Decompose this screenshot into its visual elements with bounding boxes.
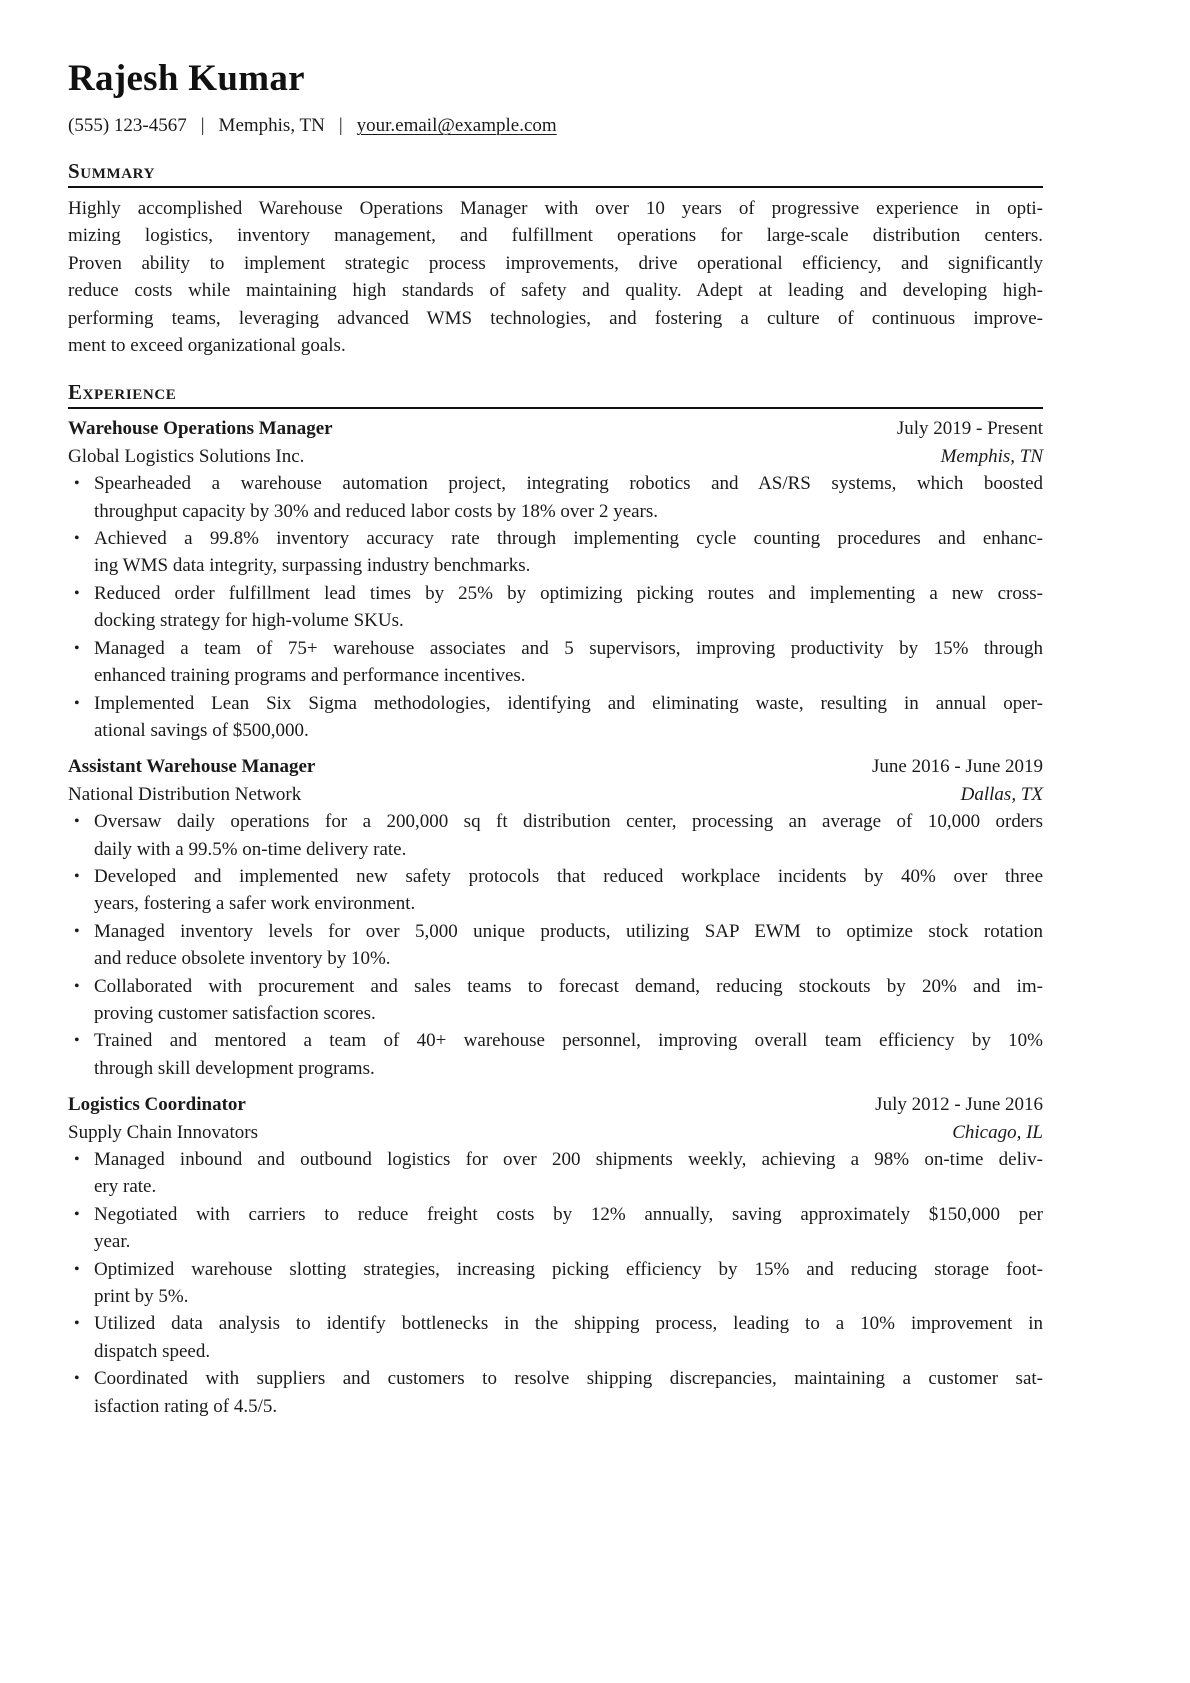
bullet-line: Utilized data analysis to identify bottlenecks in the shipping process, leading to a 10% improvement in: [94, 1313, 1043, 1335]
job-bullets: [68, 1146, 1043, 1420]
bullet-item: [68, 1146, 1043, 1201]
bullet-line: ing WMS data integrity, surpassing industry benchmarks.: [94, 555, 531, 577]
job-title: Warehouse Operations Manager: [68, 418, 333, 440]
job-title: Logistics Coordinator: [68, 1094, 246, 1116]
bullet-item: [68, 973, 1043, 1028]
bullet-line: ational savings of $500,000.: [94, 719, 309, 741]
bullet-line: and reduce obsolete inventory by 10%.: [94, 948, 391, 970]
job-location: Chicago, IL: [952, 1121, 1043, 1143]
bullet-line: daily with a 99.5% on-time delivery rate.: [94, 838, 407, 860]
bullet-item: [68, 1365, 1043, 1420]
resume-header: [68, 56, 1043, 138]
bullet-item: [68, 690, 1043, 745]
job-entry: [68, 1091, 1043, 1420]
bullet-line: Collaborated with procurement and sales teams to forecast demand, reducing stockouts by 20% and im-: [94, 975, 1043, 997]
bullet-dot-icon: •: [74, 1032, 80, 1050]
bullet-item: [68, 1256, 1043, 1311]
contact-location: Memphis, TN: [218, 115, 325, 136]
bullet-dot-icon: •: [74, 1260, 80, 1278]
job-entry: [68, 753, 1043, 1082]
summary-line: Highly accomplished Warehouse Operations Manager with over 10 years of progressive experience in opti-: [68, 198, 1043, 219]
bullet-item: [68, 1027, 1043, 1082]
bullet-dot-icon: •: [74, 1315, 80, 1333]
summary-line: mizing logistics, inventory management, and fulfillment operations for large-scale distribution centers.: [68, 225, 1043, 247]
bullet-line: Optimized warehouse slotting strategies, increasing picking efficiency by 15% and reducing storage foot-: [94, 1258, 1043, 1280]
bullet-item: [68, 863, 1043, 918]
experience-section: [68, 379, 1043, 1420]
job-title-row: [68, 1091, 1043, 1118]
bullet-item: [68, 1310, 1043, 1365]
bullet-dot-icon: •: [74, 475, 80, 493]
bullet-line: print by 5%.: [94, 1286, 189, 1308]
bullet-line: Spearheaded a warehouse automation project, integrating robotics and AS/RS systems, which boosted: [94, 473, 1043, 495]
bullet-dot-icon: •: [74, 694, 80, 712]
phone-number: (555) 123-4567: [68, 115, 187, 136]
job-dates: June 2016 - June 2019: [872, 756, 1043, 778]
job-company-row: [68, 443, 1043, 470]
job-company-row: [68, 781, 1043, 808]
summary-line: ment to exceed organizational goals.: [68, 335, 346, 357]
bullet-line: ery rate.: [94, 1176, 157, 1198]
bullet-dot-icon: •: [74, 1205, 80, 1223]
bullet-dot-icon: •: [74, 584, 80, 602]
bullet-line: Achieved a 99.8% inventory accuracy rate through implementing cycle counting procedures and enhanc-: [94, 528, 1043, 550]
bullet-line: Oversaw daily operations for a 200,000 sq ft distribution center, processing an average of 10,000 orders: [94, 811, 1043, 833]
bullet-line: Negotiated with carriers to reduce freight costs by 12% annually, saving approximately $150,000 per: [94, 1203, 1043, 1225]
company-name: Supply Chain Innovators: [68, 1121, 258, 1143]
bullet-line: isfaction rating of 4.5/5.: [94, 1395, 278, 1417]
job-entry: [68, 415, 1043, 744]
summary-line: Proven ability to implement strategic process improvements, drive operational efficiency, and significantly: [68, 252, 1043, 274]
bullet-dot-icon: •: [74, 1370, 80, 1388]
bullet-item: [68, 580, 1043, 635]
email-link[interactable]: your.email@example.com: [356, 115, 557, 136]
candidate-name: Rajesh Kumar: [68, 58, 305, 99]
bullet-line: through skill development programs.: [94, 1057, 375, 1079]
contact-line: [68, 114, 1043, 138]
company-name: Global Logistics Solutions Inc.: [68, 445, 305, 467]
contact-separator: |: [338, 115, 343, 136]
bullet-item: [68, 525, 1043, 580]
bullet-dot-icon: •: [74, 813, 80, 831]
bullet-dot-icon: •: [74, 530, 80, 548]
bullet-dot-icon: •: [74, 977, 80, 995]
bullet-line: year.: [94, 1231, 131, 1253]
bullet-line: Managed inventory levels for over 5,000 unique products, utilizing SAP EWM to optimize stock rotation: [94, 920, 1043, 942]
job-location: Memphis, TN: [940, 445, 1043, 467]
bullet-line: Implemented Lean Six Sigma methodologies, identifying and eliminating waste, resulting in annual oper-: [94, 692, 1043, 714]
bullet-line: Managed inbound and outbound logistics for over 200 shipments weekly, achieving a 98% on-time deliv-: [94, 1149, 1043, 1170]
bullet-line: dispatch speed.: [94, 1340, 211, 1362]
bullet-line: years, fostering a safer work environment.: [94, 893, 416, 915]
job-dates: July 2012 - June 2016: [875, 1094, 1043, 1116]
bullet-item: [68, 635, 1043, 690]
bullet-item: [68, 808, 1043, 863]
job-dates: July 2019 - Present: [896, 418, 1043, 440]
summary-line: performing teams, leveraging advanced WMS technologies, and fostering a culture of continuous improve-: [68, 307, 1043, 329]
company-name: National Distribution Network: [68, 783, 302, 805]
bullet-line: proving customer satisfaction scores.: [94, 1002, 376, 1024]
bullet-line: Developed and implemented new safety protocols that reduced workplace incidents by 40% over three: [94, 865, 1043, 887]
summary-section: [68, 158, 1043, 359]
job-title-row: [68, 753, 1043, 780]
bullet-line: Reduced order fulfillment lead times by 25% by optimizing picking routes and implementing a new cross-: [94, 582, 1043, 604]
bullet-dot-icon: •: [74, 639, 80, 657]
summary-text: [68, 195, 1043, 359]
resume-page: [68, 56, 1043, 1420]
job-title: Assistant Warehouse Manager: [68, 756, 316, 778]
summary-heading: Summary: [68, 158, 1043, 188]
bullet-line: Coordinated with suppliers and customers to resolve shipping discrepancies, maintaining a customer sat-: [94, 1368, 1043, 1390]
bullet-line: enhanced training programs and performance incentives.: [94, 665, 526, 687]
bullet-item: [68, 470, 1043, 525]
bullet-line: docking strategy for high-volume SKUs.: [94, 610, 404, 632]
summary-line: reduce costs while maintaining high standards of safety and quality. Adept at leading and developing high-: [68, 280, 1043, 302]
job-bullets: [68, 470, 1043, 744]
bullet-line: Managed a team of 75+ warehouse associates and 5 supervisors, improving productivity by 15% through: [94, 637, 1043, 659]
bullet-dot-icon: •: [74, 922, 80, 940]
bullet-dot-icon: •: [74, 1151, 80, 1168]
job-list: [68, 415, 1043, 1420]
job-location: Dallas, TX: [960, 783, 1043, 805]
experience-heading: Experience: [68, 379, 1043, 409]
job-company-row: [68, 1119, 1043, 1146]
bullet-dot-icon: •: [74, 867, 80, 885]
bullet-item: [68, 918, 1043, 973]
bullet-item: [68, 1201, 1043, 1256]
bullet-line: throughput capacity by 30% and reduced labor costs by 18% over 2 years.: [94, 500, 659, 522]
contact-separator: |: [200, 115, 205, 136]
job-title-row: [68, 415, 1043, 442]
job-bullets: [68, 808, 1043, 1082]
bullet-line: Trained and mentored a team of 40+ warehouse personnel, improving overall team efficiency by 10%: [94, 1030, 1043, 1052]
